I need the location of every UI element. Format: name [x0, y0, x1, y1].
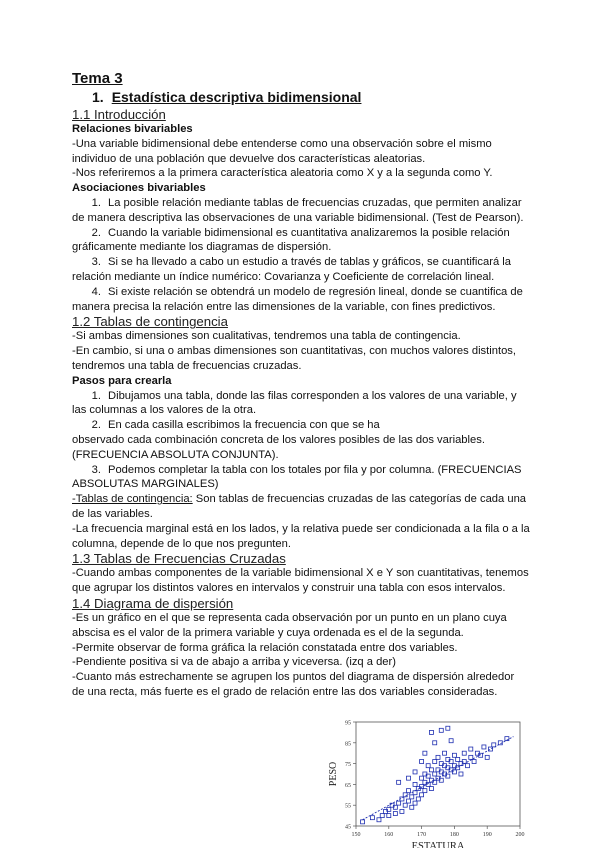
list-item: [72, 418, 532, 433]
scatter-point: [423, 751, 427, 755]
scatter-point: [410, 805, 414, 809]
list-item: [72, 463, 532, 478]
x-axis-label: ESTATURA: [411, 841, 465, 848]
list-text: Podemos completar la tabla con los totales por fila y por columna. (FRECUENCIAS: [108, 463, 522, 476]
paragraph-text: Son tablas de frecuencias cruzadas de las categorías de cada una: [192, 493, 527, 506]
paragraph: individuo de una población que devuelve dos características aleatorias.: [72, 152, 426, 165]
list-text: En cada casilla escribimos la frecuencia con que se ha: [108, 419, 380, 432]
list-item-continuation: ABSOLUTAS MARGINALES): [72, 478, 219, 491]
y-tick-label: 95: [345, 720, 351, 727]
list-item-continuation: las columnas a los valores de la otra.: [72, 404, 257, 417]
scatter-point: [426, 764, 430, 768]
scatter-point: [429, 787, 433, 791]
scatter-svg: [326, 716, 526, 848]
scatter-point: [482, 745, 486, 749]
data-points: [361, 726, 509, 824]
scatter-point: [380, 814, 384, 818]
paragraph: -Es un gráfico en el que se representa cada observación por un punto en un plano cuya: [72, 611, 507, 624]
list-text: Si se ha llevado a cabo un estudio a través de tablas y gráficos, se cuantificará la: [108, 256, 511, 269]
paragraph: que agrupar los distintos valores en intervalos y construir una tabla con esos intervalos.: [72, 582, 506, 595]
y-ticks: [345, 721, 356, 831]
page-title: Tema 3: [72, 70, 123, 87]
list-item-continuation: manera precisa la relación entre las dimensiones de la variable, con fines predictivos.: [72, 300, 496, 313]
list-item: [72, 285, 532, 300]
list-item-continuation: de manera descriptiva las observaciones de una variable bidimensional. (Test de Pearson).: [72, 211, 524, 224]
list-number: 3.: [91, 256, 101, 269]
scatter-point: [485, 755, 489, 759]
scatter-point: [420, 760, 424, 764]
y-tick-label: 85: [345, 741, 351, 748]
scatter-point: [429, 730, 433, 734]
scatter-point: [413, 801, 417, 805]
subheading-asociaciones: Asociaciones bivariables: [72, 182, 206, 195]
scatter-point: [403, 793, 407, 797]
scatter-point: [370, 816, 374, 820]
scatter-point: [413, 770, 417, 774]
list-number: 4.: [91, 285, 101, 298]
list-item-continuation: observado cada combinación concreta de los valores posibles de las dos variables.: [72, 433, 485, 446]
chapter-title: [92, 89, 532, 105]
scatter-point: [446, 726, 450, 730]
paragraph: de una recta, más fuerte es el grado de relación entre las dos variables consideradas.: [72, 685, 498, 698]
list-item-continuation: relación mediante un índice numérico: Covarianza y Coeficiente de correlación lineal.: [72, 270, 495, 283]
list-item-continuation: (FRECUENCIA ABSOLUTA CONJUNTA).: [72, 448, 279, 461]
list-number: 3.: [91, 463, 101, 476]
scatter-point: [397, 780, 401, 784]
paragraph: -La frecuencia marginal está en los lados, y la relativa puede ser condicionada a la fila o a la: [72, 522, 530, 535]
paragraph: -Cuando ambas componentes de la variable bidimensional X e Y son cuantitativas, tenemos: [72, 567, 529, 580]
scatter-point: [406, 776, 410, 780]
scatter-point: [393, 812, 397, 816]
scatter-point: [406, 799, 410, 803]
scatter-point: [436, 755, 440, 759]
scatter-point: [397, 801, 401, 805]
scatter-point: [472, 760, 476, 764]
scatter-point: [420, 793, 424, 797]
list-text: Si existe relación se obtendrá un modelo de regresión lineal, donde se cuantifica de: [108, 285, 523, 298]
paragraph: -En cambio, si una o ambas dimensiones son cuantitativas, con muchos valores distintos,: [72, 345, 516, 358]
y-tick-label: 65: [345, 782, 351, 789]
paragraph: -Una variable bidimensional debe entenderse como una observación sobre el mismo: [72, 137, 492, 150]
scatter-point: [413, 782, 417, 786]
list-item-continuation: gráficamente mediante los diagramas de dispersión.: [72, 241, 332, 254]
list-item: [72, 226, 532, 241]
plot-frame: [356, 722, 520, 826]
list-item: [72, 255, 532, 270]
paragraph: abscisa es el valor de la primera variable y cuya ordenada es el de la segunda.: [72, 626, 464, 639]
list-text: La posible relación mediante tablas de frecuencias cruzadas, que permiten analizar: [108, 196, 522, 209]
scatter-point: [443, 751, 447, 755]
scatter-point: [429, 768, 433, 772]
section-1-4-title: 1.4 Diagrama de dispersión: [72, 595, 234, 611]
scatter-point: [416, 797, 420, 801]
y-tick-label: 55: [345, 803, 351, 810]
x-ticks: [352, 826, 525, 838]
x-tick-label: 200: [515, 832, 525, 838]
scatter-point: [456, 757, 460, 761]
section-1-1-title: 1.1 Introducción: [72, 107, 166, 122]
list-number: 2.: [91, 226, 101, 239]
paragraph: -Cuanto más estrechamente se agrupen los puntos del diagrama de dispersión alrededor: [72, 671, 515, 684]
paragraph: de las variables.: [72, 507, 153, 520]
scatter-point: [459, 772, 463, 776]
list-text: Dibujamos una tabla, donde las filas corresponden a los valores de una variable, y: [108, 389, 517, 402]
scatter-point: [423, 789, 427, 793]
y-axis-label: PESO: [328, 761, 339, 787]
x-tick-label: 150: [351, 832, 361, 838]
paragraph: -Si ambas dimensiones son cualitativas, tendremos una tabla de contingencia.: [72, 330, 461, 343]
subheading-pasos: Pasos para crearla: [72, 374, 172, 387]
paragraph: -Pendiente positiva si va de abajo a arriba y viceversa. (izq a der): [72, 656, 396, 669]
x-tick-label: 170: [417, 832, 427, 838]
scatter-point: [452, 753, 456, 757]
y-tick-label: 45: [345, 824, 351, 831]
x-tick-label: 190: [482, 832, 492, 838]
paragraph: [72, 492, 532, 507]
scatter-point: [449, 739, 453, 743]
x-tick-label: 180: [449, 832, 459, 838]
list-number: 2.: [91, 419, 101, 432]
scatter-point: [469, 747, 473, 751]
scatter-point: [410, 795, 414, 799]
chapter-title-text: Estadística descriptiva bidimensional: [111, 89, 362, 105]
scatter-point: [433, 741, 437, 745]
scatter-point: [469, 755, 473, 759]
list-number: 1.: [91, 389, 101, 402]
section-1-2-title: 1.2 Tablas de contingencia: [72, 314, 228, 330]
scatter-point: [420, 776, 424, 780]
y-tick-label: 75: [345, 762, 351, 769]
scatter-chart: [326, 716, 526, 848]
x-tick-label: 160: [384, 832, 394, 838]
scatter-point: [403, 803, 407, 807]
scatter-point: [377, 818, 381, 822]
scatter-point: [439, 728, 443, 732]
scatter-point: [361, 820, 365, 824]
scatter-point: [433, 772, 437, 776]
list-number: 1.: [91, 196, 101, 209]
scatter-point: [466, 764, 470, 768]
trend-line: [363, 737, 514, 820]
subheading-relaciones: Relaciones bivariables: [72, 123, 193, 135]
paragraph: tendremos una tabla de frecuencias cruzadas.: [72, 359, 302, 372]
list-item: [72, 389, 532, 404]
scatter-point: [400, 809, 404, 813]
section-1-3-title: 1.3 Tablas de Frecuencias Cruzadas: [72, 551, 286, 567]
scatter-point: [433, 760, 437, 764]
list-text: Cuando la variable bidimensional es cuantitativa analizaremos la posible relación: [108, 226, 510, 239]
chapter-number: 1.: [92, 89, 104, 105]
paragraph: columna, depende de lo que nos pregunten.: [72, 537, 291, 550]
scatter-point: [387, 814, 391, 818]
list-item: [72, 196, 532, 211]
scatter-point: [462, 751, 466, 755]
scatter-point: [406, 789, 410, 793]
paragraph: -Permite observar de forma gráfica la relación constatada entre dos variables.: [72, 641, 458, 654]
underlined-term: -Tablas de contingencia:: [72, 493, 193, 506]
paragraph: -Nos referiremos a la primera característica aleatoria como X y a la segunda como Y.: [72, 167, 493, 180]
document-body: [72, 70, 532, 700]
